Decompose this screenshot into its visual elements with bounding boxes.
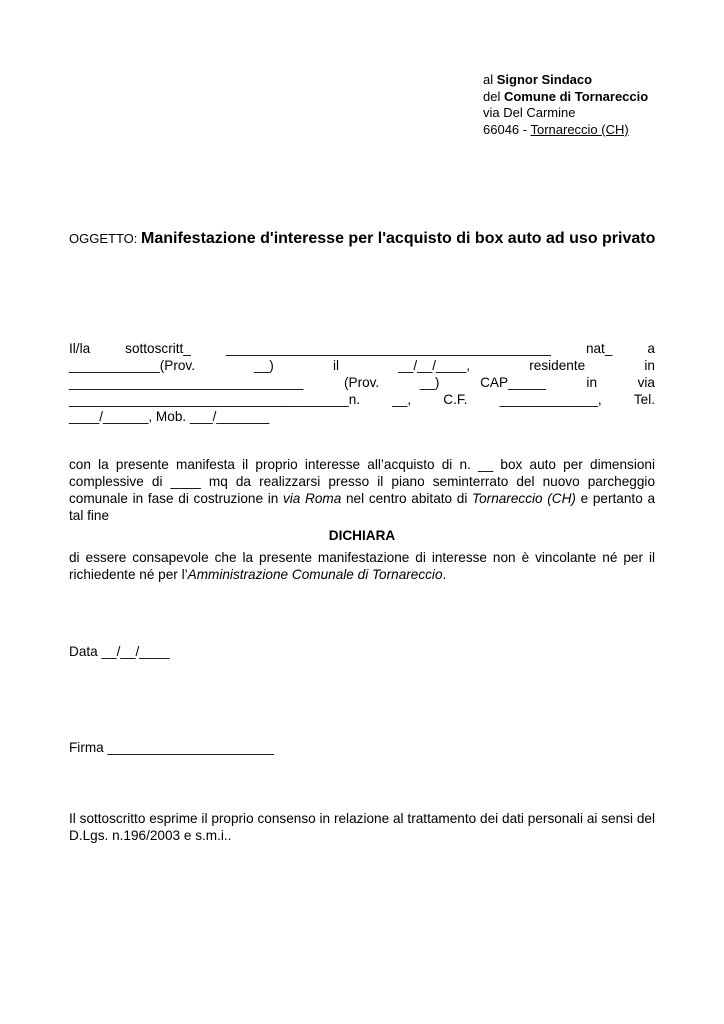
intent-paragraph: con la presente manifesta il proprio interesse all’acquisto di n. __ box auto per dimensioni complessive di ____ mq da realizzarsi presso il piano seminterrato del nuovo parcheggio comunale in fase di costruzione in via Roma nel centro abitato di Tornareccio (CH) e pertanto a tal fine bbox=[69, 457, 655, 523]
declaration-heading: DICHIARA bbox=[328, 528, 396, 543]
declaration-block bbox=[69, 456, 655, 583]
addressee-line-2: del Comune di Tornareccio bbox=[483, 88, 649, 104]
addressee-title: Signor Sindaco bbox=[496, 72, 593, 87]
addressee-city: Tornareccio (CH) bbox=[530, 121, 629, 137]
addressee-municipality: Comune di Tornareccio bbox=[503, 88, 649, 104]
subject-label: OGGETTO: bbox=[69, 231, 141, 246]
form-line-2: ____________(Prov. __) il __/__/____, residente in bbox=[69, 358, 655, 373]
subject-block bbox=[69, 228, 659, 249]
date-field: Data __/__/____ bbox=[69, 644, 170, 659]
signature-field: Firma ______________________ bbox=[69, 740, 274, 755]
form-line-3: _______________________________ (Prov. __) CAP_____ in via bbox=[69, 375, 655, 390]
addressee-street: via Del Carmine bbox=[483, 105, 576, 120]
applicant-form bbox=[69, 340, 655, 425]
privacy-consent: Il sottoscritto esprime il proprio consenso in relazione al trattamento dei dati personali ai sensi del D.Lgs. n.196/2003 e s.m.i.. bbox=[69, 811, 655, 843]
addressee-block bbox=[483, 72, 648, 138]
subject-text: Manifestazione d'interesse per l'acquisto di box auto ad uso privato bbox=[141, 230, 656, 247]
form-line-1: Il/la sottoscritt_ ___________________________________________ nat_ a bbox=[69, 341, 655, 356]
form-line-4: _____________________________________n. __, C.F. _____________, Tel. bbox=[69, 392, 655, 407]
awareness-paragraph: di essere consapevole che la presente manifestazione di interesse non è vincolante né per il richiedente né per l’Amministrazione Comunale di Tornareccio. bbox=[69, 550, 655, 582]
form-line-5: ____/______, Mob. ___/_______ bbox=[69, 409, 270, 424]
addressee-line-4: 66046 - Tornareccio (CH) bbox=[483, 121, 629, 137]
addressee-line-1: al Signor Sindaco bbox=[483, 72, 593, 87]
